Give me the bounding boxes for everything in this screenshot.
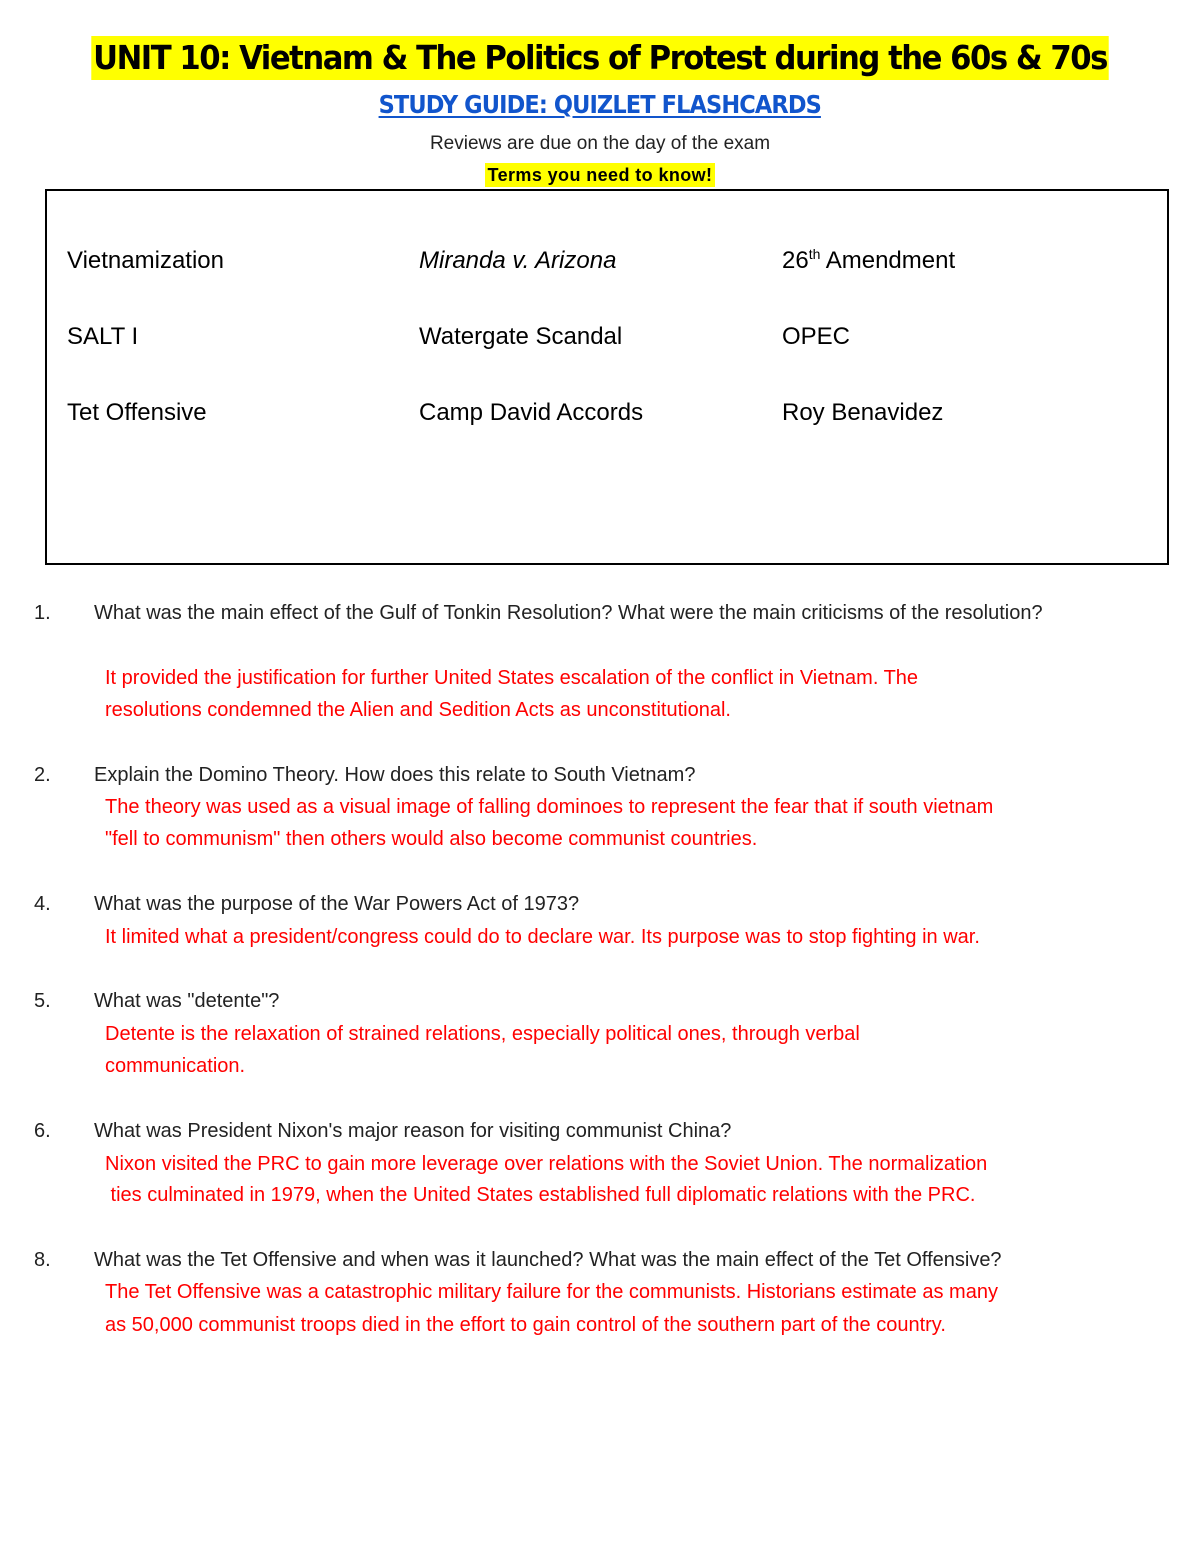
term-salt-i: SALT I	[67, 323, 139, 350]
question-number: 1.	[34, 602, 51, 624]
page-title: UNIT 10: Vietnam & The Politics of Protest during the 60s & 70s	[91, 36, 1108, 80]
question-item	[34, 985, 1174, 1017]
question-text: What was the purpose of the War Powers Act of 1973?	[94, 893, 580, 915]
question-text: What was "detente"?	[94, 990, 280, 1012]
terms-label-container	[0, 163, 1200, 187]
answer-line: "fell to communism" then others would also become communist countries.	[105, 828, 758, 850]
term-camp-david: Camp David Accords	[419, 399, 644, 426]
answer-line: communication.	[105, 1055, 246, 1077]
question-number: 6.	[34, 1120, 51, 1142]
answer-line: Nixon visited the PRC to gain more leverage over relations with the Soviet Union. The normalization	[105, 1153, 988, 1175]
answer-line: resolutions condemned the Alien and Sedition Acts as unconstitutional.	[105, 699, 731, 721]
question-text: What was President Nixon's major reason for visiting communist China?	[94, 1120, 732, 1142]
study-guide-link[interactable]: STUDY GUIDE: QUIZLET FLASHCARDS	[378, 90, 822, 119]
term-26th-number: 26	[782, 247, 809, 274]
question-number: 8.	[34, 1249, 51, 1271]
term-26th-amendment	[782, 246, 955, 276]
answer-line: as 50,000 communist troops died in the effort to gain control of the southern part of the country.	[105, 1314, 946, 1336]
term-roy-benavidez: Roy Benavidez	[782, 399, 944, 426]
question-number: 5.	[34, 990, 51, 1012]
question-text: Explain the Domino Theory. How does this relate to South Vietnam?	[94, 764, 696, 786]
term-26th-suffix: th	[808, 246, 821, 262]
term-opec: OPEC	[782, 323, 851, 350]
question-item	[34, 759, 1174, 791]
subtitle-container	[0, 90, 1200, 119]
answer-line: The theory was used as a visual image of falling dominoes to represent the fear that if south vietnam	[105, 796, 994, 818]
answer-line: It provided the justification for further United States escalation of the conflict in Vietnam. The	[105, 667, 919, 689]
term-26th-rest: Amendment	[820, 247, 956, 274]
reviews-note: Reviews are due on the day of the exam	[429, 133, 771, 154]
terms-label: Terms you need to know!	[485, 163, 716, 187]
answer-line: ties culminated in 1979, when the United States established full diplomatic relations with the PRC.	[105, 1184, 976, 1206]
question-text: What was the Tet Offensive and when was it launched? What was the main effect of the Tet Offensive?	[94, 1249, 1002, 1271]
answer-line: Detente is the relaxation of strained relations, especially political ones, through verbal	[105, 1023, 860, 1045]
term-watergate: Watergate Scandal	[419, 323, 623, 350]
question-text: What was the main effect of the Gulf of Tonkin Resolution? What were the main criticisms of the resolution?	[94, 602, 1043, 624]
term-miranda: Miranda v. Arizona	[419, 247, 617, 274]
term-tet-offensive: Tet Offensive	[67, 399, 207, 426]
question-number: 4.	[34, 893, 51, 915]
question-item	[34, 1115, 1174, 1147]
title-container	[0, 36, 1200, 80]
question-item	[34, 888, 1174, 920]
question-number: 2.	[34, 764, 51, 786]
answer-line: It limited what a president/congress could do to declare war. Its purpose was to stop fighting in war.	[105, 926, 980, 948]
terms-box	[45, 189, 1169, 565]
question-item	[34, 1244, 1174, 1276]
term-vietnamization: Vietnamization	[67, 247, 224, 274]
question-item	[34, 597, 1174, 629]
answer-line: The Tet Offensive was a catastrophic military failure for the communists. Historians estimate as many	[105, 1281, 998, 1303]
